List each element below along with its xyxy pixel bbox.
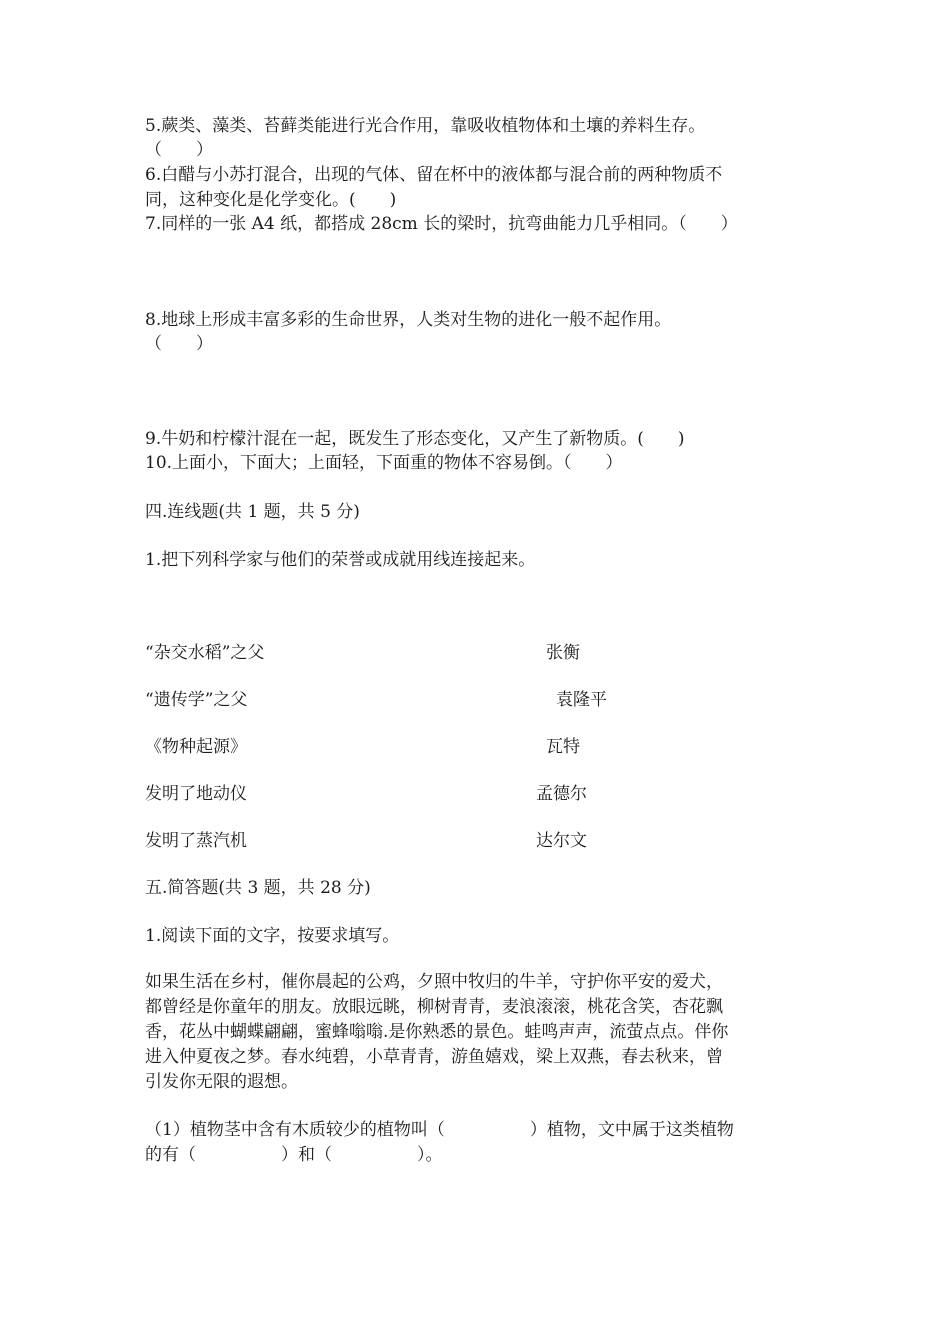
question-5-blank: （ ） — [145, 140, 213, 160]
matching-right-item: 孟德尔 — [536, 784, 587, 804]
matching-left-item: “遗传学”之父 — [145, 690, 248, 710]
sub-question-1-line-1: （1）植物茎中含有木质较少的植物叫（ ）植物，文中属于这类植物 — [145, 1120, 734, 1140]
matching-left-item: 《物种起源》 — [145, 737, 247, 757]
question-10: 10.上面小，下面大；上面轻，下面重的物体不容易倒。（ ） — [145, 453, 623, 473]
passage-line: 香，花丛中蝴蝶翩翩，蜜蜂嗡嗡.是你熟悉的景色。蛙鸣声声，流萤点点。伴你 — [145, 1022, 729, 1042]
matching-right-item: 达尔文 — [536, 831, 587, 851]
matching-left-item: 发明了地动仪 — [145, 784, 247, 804]
matching-right-item: 袁隆平 — [556, 690, 607, 710]
matching-section-title: 四.连线题(共 1 题，共 5 分) — [145, 502, 360, 522]
sub-question-1-line-2: 的有（ ）和（ ）。 — [145, 1145, 443, 1165]
question-6-line-2: 同，这种变化是化学变化。( ) — [145, 190, 397, 210]
question-8-line-1: 8.地球上形成丰富多彩的生命世界，人类对生物的进化一般不起作用。 — [145, 310, 672, 330]
matching-question: 1.把下列科学家与他们的荣誉或成就用线连接起来。 — [145, 550, 536, 570]
passage-line: 引发你无限的遐想。 — [145, 1072, 298, 1092]
matching-right-item: 瓦特 — [546, 737, 580, 757]
passage-line: 进入仲夏夜之梦。春水纯碧，小草青青，游鱼嬉戏，梁上双燕，春去秋来，曾 — [145, 1047, 723, 1067]
question-6-line-1: 6.白醋与小苏打混合，出现的气体、留在杯中的液体都与混合前的两种物质不 — [145, 165, 723, 185]
question-7: 7.同样的一张 A4 纸，都搭成 28cm 长的梁时，抗弯曲能力几乎相同。（ ） — [145, 214, 738, 234]
matching-left-item: 发明了蒸汽机 — [145, 831, 247, 851]
passage-line: 都曾经是你童年的朋友。放眼远眺，柳树青青，麦浪滚滚，桃花含笑，杏花飘 — [145, 997, 723, 1017]
question-8-blank: （ ） — [145, 334, 213, 354]
short-answer-question: 1.阅读下面的文字，按要求填写。 — [145, 926, 400, 946]
passage-line: 如果生活在乡村，催你晨起的公鸡，夕照中牧归的牛羊，守护你平安的爱犬， — [145, 972, 723, 992]
question-5-line-1: 5.蕨类、藻类、苔藓类能进行光合作用，靠吸收植物体和土壤的养料生存。 — [145, 116, 706, 136]
matching-right-item: 张衡 — [546, 643, 580, 663]
matching-left-item: “杂交水稻”之父 — [145, 643, 265, 663]
short-answer-section-title: 五.简答题(共 3 题，共 28 分) — [145, 878, 371, 898]
question-9: 9.牛奶和柠檬汁混在一起，既发生了形态变化，又产生了新物质。( ) — [145, 429, 685, 449]
